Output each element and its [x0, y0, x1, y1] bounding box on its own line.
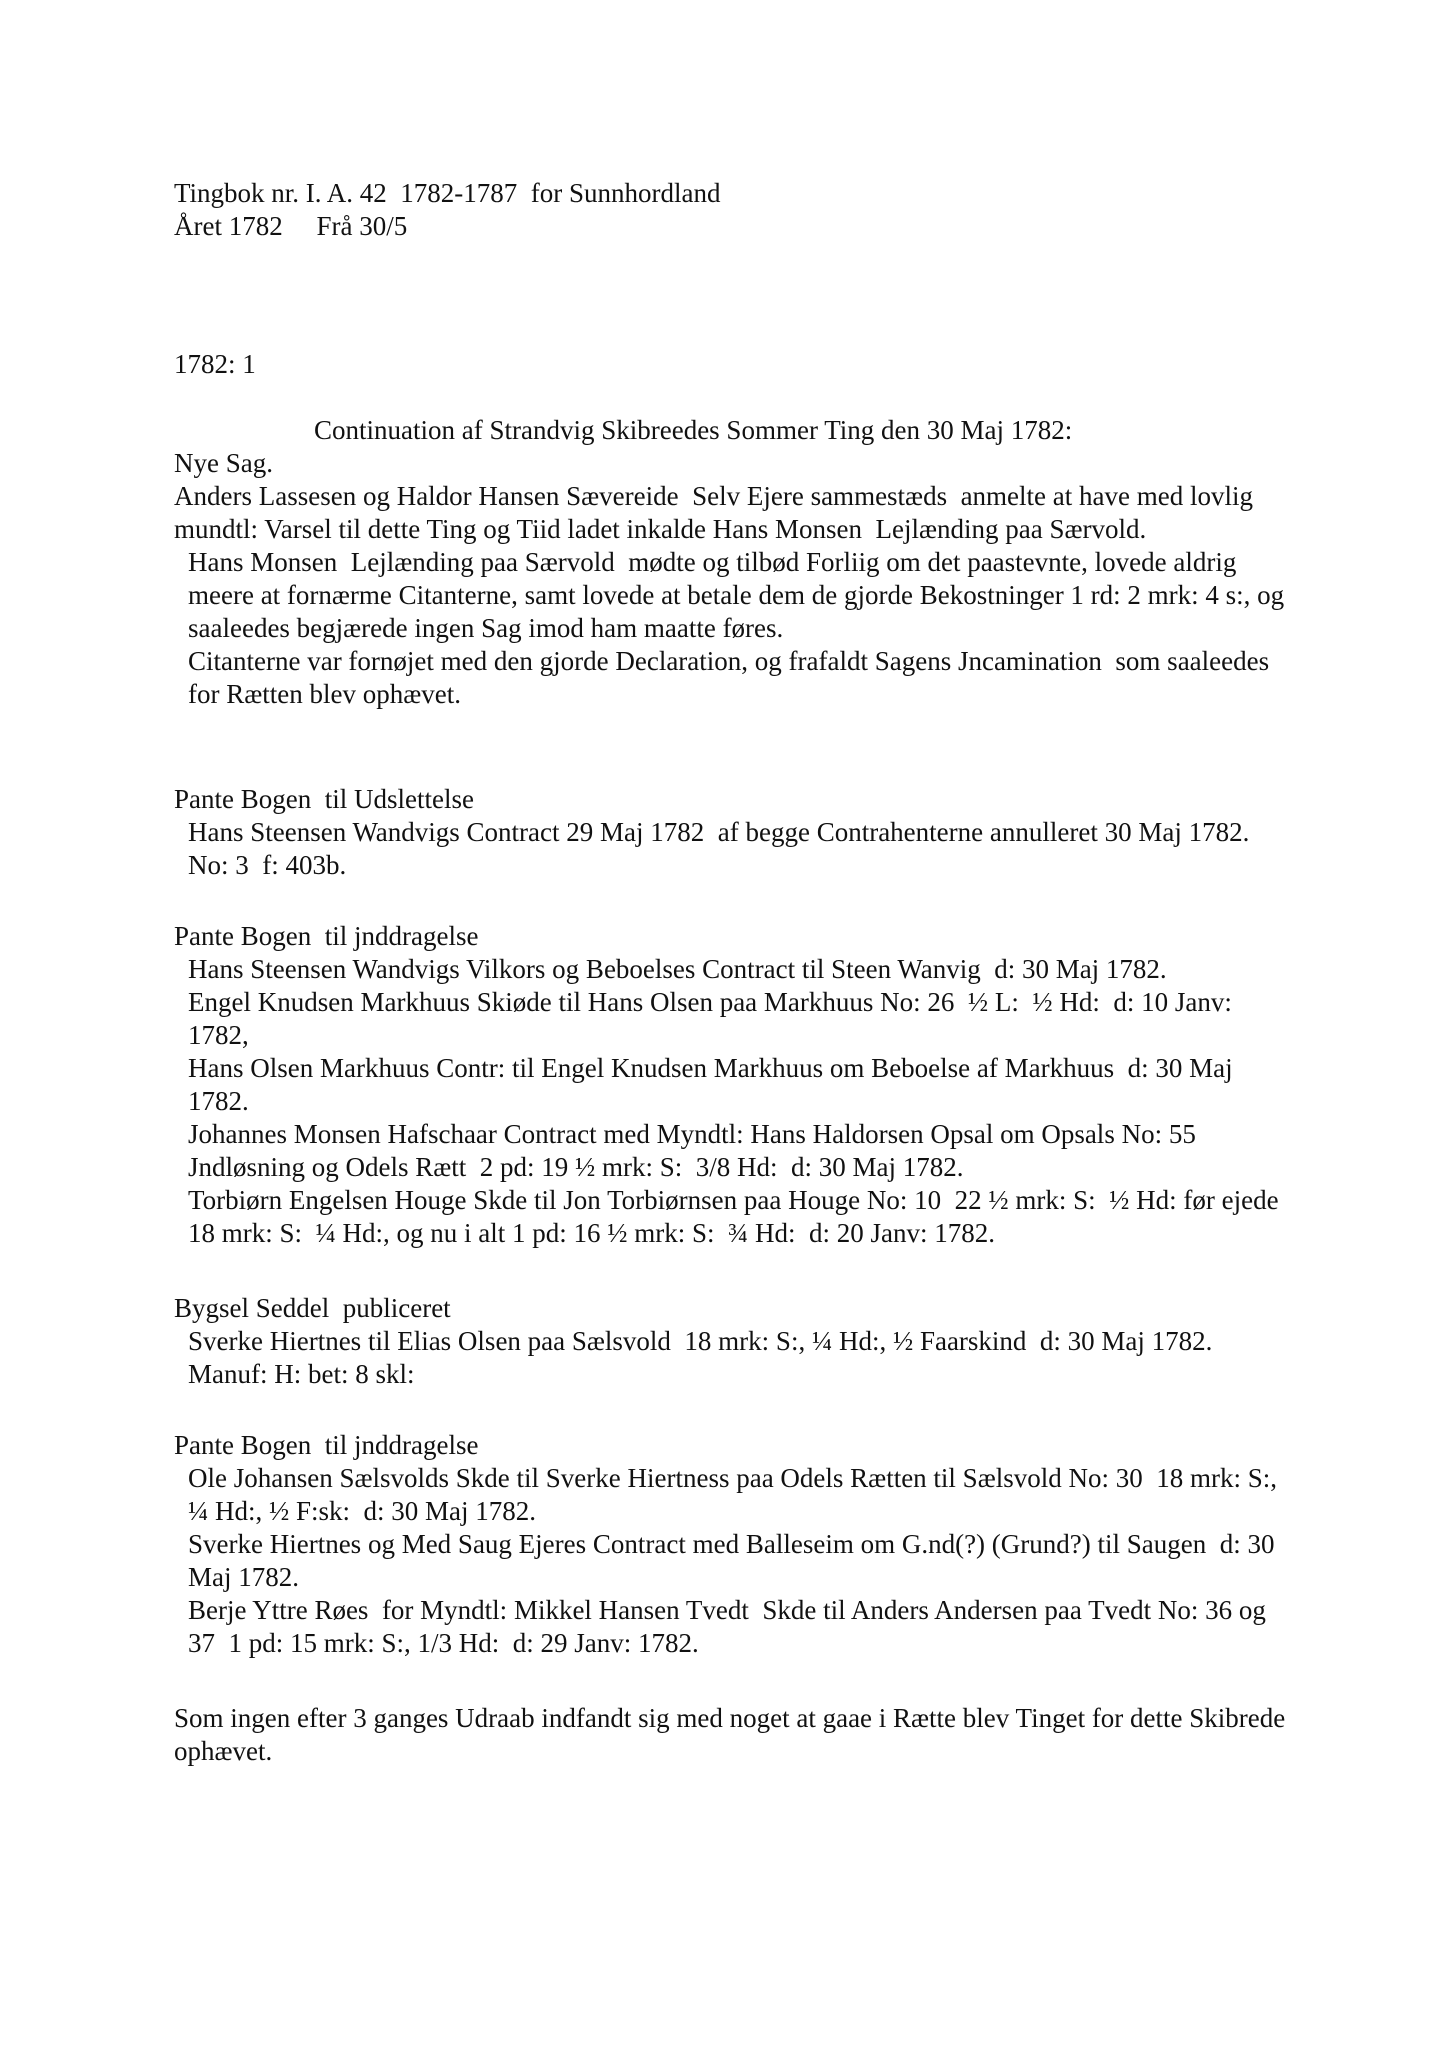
page-number: 1782: 1 — [174, 349, 256, 379]
paragraph: Anders Lassesen og Haldor Hansen Sævereide Selv Ejere sammestæds anmelte at have med lovlig mundtl: Varsel til dette Ting og Tiid ladet inkalde Hans Monsen Lejlænding paa Særvold. — [174, 481, 1260, 544]
session-title: Continuation af Strandvig Skibreedes Sommer Ting den 30 Maj 1782: — [314, 415, 1073, 445]
section-entry: Berje Yttre Røes for Myndtl: Mikkel Hansen Tvedt Skde til Anders Andersen paa Tvedt No: 36 og 37 1 pd: 15 mrk: S:, 1/3 Hd: d: 29 Janv: 1782. — [188, 1595, 1273, 1658]
paragraph: Citanterne var fornøjet med den gjorde Declaration, og frafaldt Sagens Jncamination som saaleedes for Rætten blev ophævet. — [188, 646, 1276, 709]
header-title: Tingbok nr. I. A. 42 1782-1787 for Sunnhordland — [174, 178, 721, 208]
paragraph: Hans Monsen Lejlænding paa Særvold mødte og tilbød Forliig om det paastevnte, lovede aldrig meere at fornærme Citanterne, samt lovede at betale dem de gjorde Bekostninger 1 rd: 2 mrk: 4 s:, og saaleedes begjærede ingen Sag imod ham maatte føres. — [188, 547, 1291, 643]
section-entry: Sverke Hiertnes til Elias Olsen paa Sælsvold 18 mrk: S:, ¼ Hd:, ½ Faarskind d: 30 Maj 1782. Manuf: H: bet: 8 skl: — [188, 1326, 1267, 1389]
section-pante-jnddragelse-2 — [174, 1429, 1294, 1660]
section-entry: Hans Olsen Markhuus Contr: til Engel Knudsen Markhuus om Beboelse af Markhuus d: 30 Maj 1782. — [188, 1053, 1240, 1116]
section-title: Pante Bogen til Udslettelse — [174, 784, 474, 814]
section-pante-jnddragelse — [174, 920, 1294, 1250]
header-year: Året 1782 Frå 30/5 — [174, 211, 408, 241]
session-subtitle: Nye Sag. — [174, 448, 273, 478]
section-title: Bygsel Seddel publiceret — [174, 1293, 451, 1323]
document-header — [174, 177, 1294, 243]
section-pante-udslettelse — [174, 783, 1294, 882]
closing-paragraph: Som ingen efter 3 ganges Udraab indfandt sig med noget at gaae i Rætte blev Tinget for dette Skibrede ophævet. — [174, 1703, 1286, 1766]
section-bygsel-seddel — [174, 1292, 1294, 1391]
section-entry: Ole Johansen Sælsvolds Skde til Sverke Hiertness paa Odels Rætten til Sælsvold No: 30 18 mrk: S:, ¼ Hd:, ½ F:sk: d: 30 Maj 1782. — [188, 1463, 1284, 1526]
session-heading — [174, 414, 1294, 711]
section-title: Pante Bogen til jnddragelse — [174, 921, 479, 951]
section-entry: Hans Steensen Wandvigs Vilkors og Beboelses Contract til Steen Wanvig d: 30 Maj 1782. — [188, 954, 1167, 984]
section-entry: Johannes Monsen Hafschaar Contract med Myndtl: Hans Haldorsen Opsal om Opsals No: 55 Jndløsning og Odels Rætt 2 pd: 19 ½ mrk: S: 3/8 Hd: d: 30 Maj 1782. — [188, 1119, 1203, 1182]
section-title: Pante Bogen til jnddragelse — [174, 1430, 479, 1460]
section-entry: Hans Steensen Wandvigs Contract 29 Maj 1782 af begge Contrahenterne annulleret 30 Maj 1782. No: 3 f: 403b. — [188, 817, 1263, 880]
section-entry: Engel Knudsen Markhuus Skiøde til Hans Olsen paa Markhuus No: 26 ½ L: ½ Hd: d: 10 Janv: 1782, — [188, 987, 1239, 1050]
section-entry: Torbiørn Engelsen Houge Skde til Jon Torbiørnsen paa Houge No: 10 22 ½ mrk: S: ½ Hd: før ejede 18 mrk: S: ¼ Hd:, og nu i alt 1 pd: 16 ½ mrk: S: ¾ Hd: d: 20 Janv: 1782. — [188, 1185, 1286, 1248]
section-entry: Sverke Hiertnes og Med Saug Ejeres Contract med Balleseim om G.nd(?) (Grund?) til Saugen d: 30 Maj 1782. — [188, 1529, 1282, 1592]
